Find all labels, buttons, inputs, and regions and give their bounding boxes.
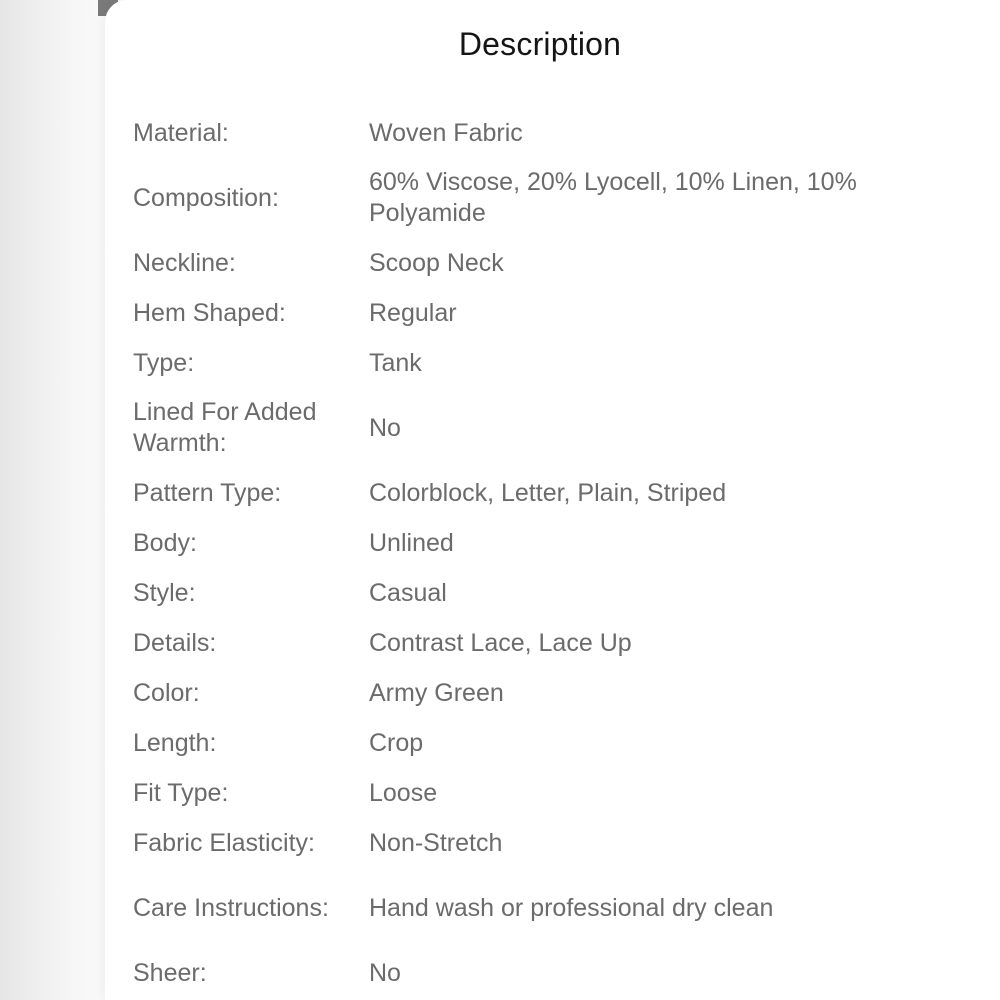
attribute-row-style	[133, 568, 973, 618]
attribute-list	[133, 108, 973, 998]
attribute-value: No	[369, 958, 401, 987]
attribute-label: Pattern Type:	[133, 478, 282, 507]
attribute-label: Fabric Elasticity:	[133, 828, 315, 857]
attribute-row-composition	[133, 158, 973, 238]
attribute-label: Material:	[133, 118, 229, 147]
attribute-value: Woven Fabric	[369, 118, 523, 147]
attribute-label: Type:	[133, 348, 195, 377]
attribute-label: Style:	[133, 578, 196, 607]
attribute-value: Unlined	[369, 528, 454, 557]
attribute-value: Army Green	[369, 678, 504, 707]
sheet-title: Description	[458, 26, 622, 62]
attribute-row-care-instructions	[133, 868, 973, 948]
attribute-value: 60% Viscose, 20% Lyocell, 10% Linen, 10% Polyamide	[369, 168, 857, 227]
attribute-row-hem-shaped	[133, 288, 973, 338]
attribute-label: Details:	[133, 628, 217, 657]
attribute-value: Non-Stretch	[369, 828, 503, 857]
attribute-row-fabric-elasticity	[133, 818, 973, 868]
attribute-label: Hem Shaped:	[133, 298, 286, 327]
attribute-label: Fit Type:	[133, 778, 229, 807]
attribute-label: Lined For Added Warmth:	[133, 398, 317, 457]
attribute-value: Tank	[369, 348, 422, 377]
attribute-value: Casual	[369, 578, 447, 607]
attribute-label: Sheer:	[133, 958, 207, 987]
attribute-row-sheer	[133, 948, 973, 998]
attribute-label: Color:	[133, 678, 200, 707]
attribute-row-color	[133, 668, 973, 718]
attribute-row-length	[133, 718, 973, 768]
attribute-row-pattern-type	[133, 468, 973, 518]
attribute-row-neckline	[133, 238, 973, 288]
attribute-row-lined	[133, 388, 973, 468]
attribute-value: Colorblock, Letter, Plain, Striped	[369, 478, 727, 507]
attribute-value: Crop	[369, 728, 424, 757]
attribute-row-material	[133, 108, 973, 158]
description-sheet	[105, 0, 1000, 1000]
attribute-label: Body:	[133, 528, 197, 557]
attribute-label: Composition:	[133, 183, 279, 212]
attribute-value: Loose	[369, 778, 438, 807]
attribute-value: No	[369, 413, 401, 442]
attribute-label: Care Instructions:	[133, 893, 329, 922]
attribute-value: Scoop Neck	[369, 248, 504, 277]
attribute-row-type	[133, 338, 973, 388]
attribute-row-body	[133, 518, 973, 568]
attribute-label: Neckline:	[133, 248, 236, 277]
attribute-value: Regular	[369, 298, 457, 327]
attribute-row-fit-type	[133, 768, 973, 818]
attribute-value: Contrast Lace, Lace Up	[369, 628, 632, 657]
attribute-label: Length:	[133, 728, 217, 757]
attribute-value: Hand wash or professional dry clean	[369, 893, 774, 922]
attribute-row-details	[133, 618, 973, 668]
